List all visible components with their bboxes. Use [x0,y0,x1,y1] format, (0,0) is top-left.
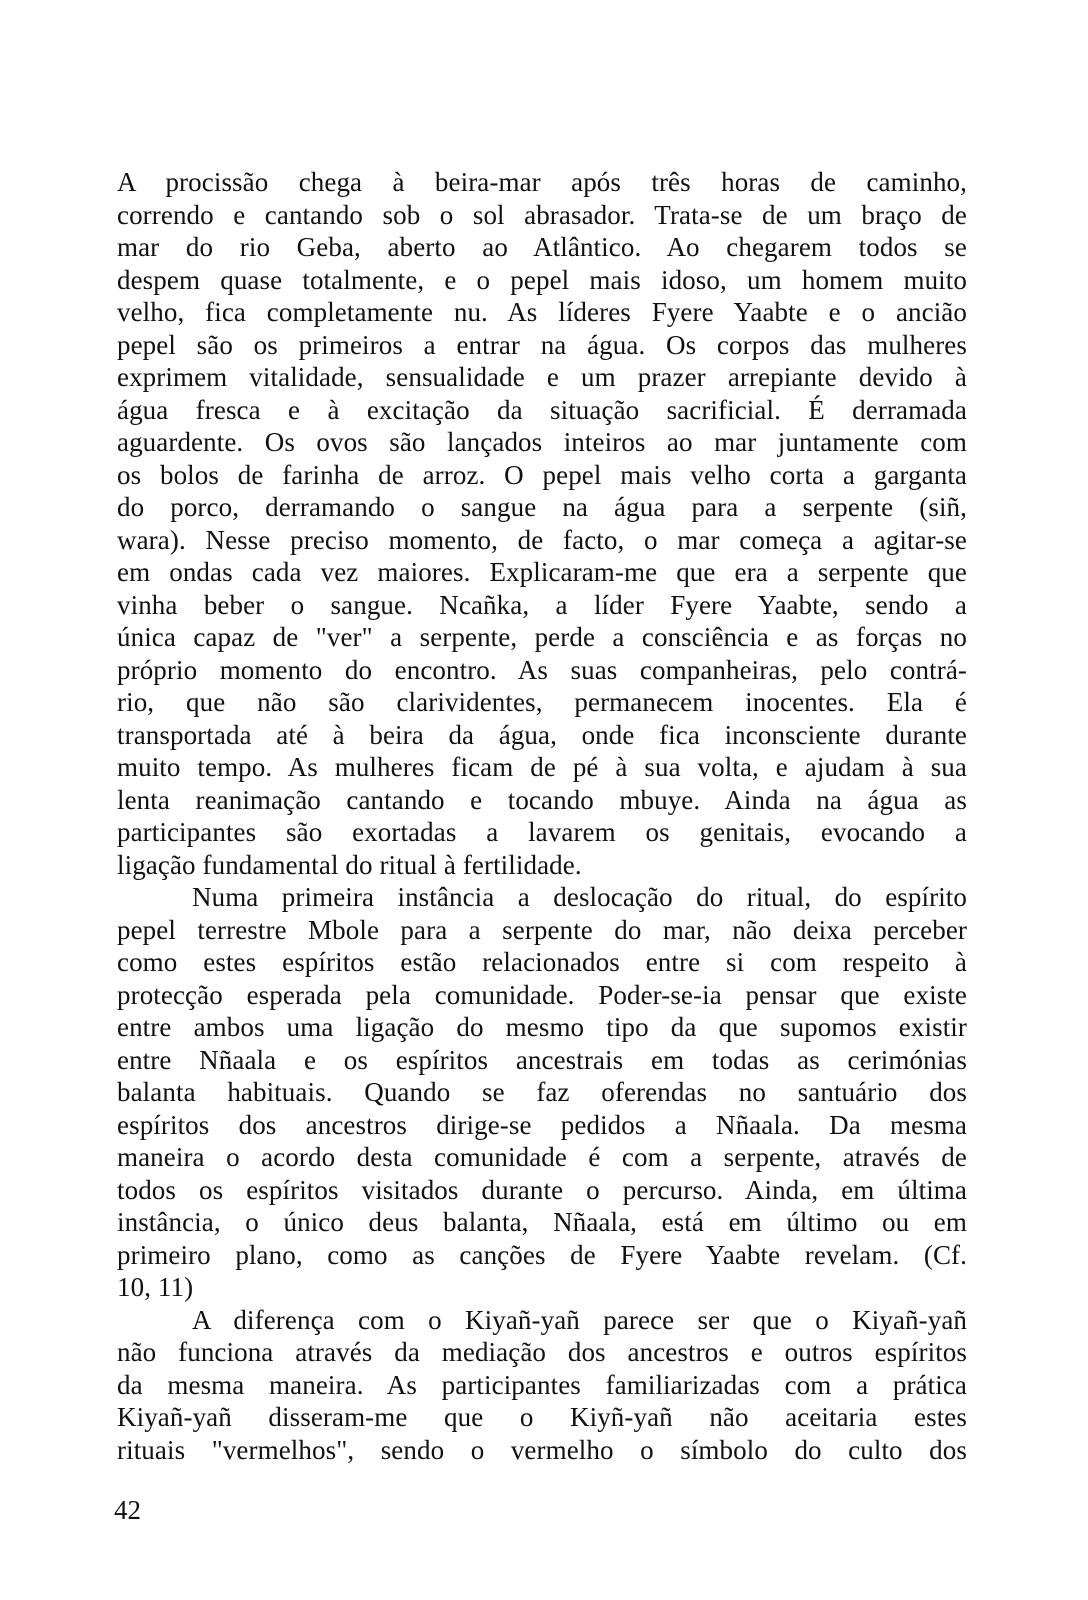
text-line: participantes são exortadas a lavarem os genitais, evocando a [117,817,967,847]
text-line: rituais "vermelhos", sendo o vermelho o símbolo do culto dos [117,1434,967,1465]
text-line: rio, que não são clarividentes, permanecem inocentes. Ela é [117,687,967,717]
text-line: água fresca e à excitação da situação sacrificial. É derramada [117,394,967,425]
text-line: A procissão chega à beira-mar após três horas de caminho, [117,167,967,197]
text-line: lenta reanimação cantando e tocando mbuye. Ainda na água as [117,784,967,815]
text-line: única capaz de "ver" a serpente, perde a consciência e as forças no [117,622,967,652]
text-line: maneira o acordo desta comunidade é com a serpente, através de [117,1142,967,1172]
text-line: em ondas cada vez maiores. Explicaram-me que era a serpente que [117,557,967,587]
text-line: como estes espíritos estão relacionados entre si com respeito à [117,947,967,977]
text-line: correndo e cantando sob o sol abrasador. Trata-se de um braço de [117,199,967,230]
text-line: transportada até à beira da água, onde fica inconsciente durante [117,719,967,750]
text-line: do porco, derramando o sangue na água para a serpente (siñ, [117,492,967,522]
text-line: despem quase totalmente, e o pepel mais idoso, um homem muito [117,264,967,295]
text-line: próprio momento do encontro. As suas companheiras, pelo contrá- [117,654,967,685]
paragraph-end-line: ligação fundamental do ritual à fertilidade. [117,849,582,880]
text-line: vinha beber o sangue. Ncañka, a líder Fyere Yaabte, sendo a [117,589,967,620]
text-line: pepel são os primeiros a entrar na água. Os corpos das mulheres [117,329,967,360]
text-line: pepel terrestre Mbole para a serpente do mar, não deixa perceber [117,914,967,945]
text-line: wara). Nesse preciso momento, de facto, o mar começa a agitar-se [117,524,967,555]
text-line: instância, o único deus balanta, Nñaala, está em último ou em [117,1207,967,1237]
text-line: muito tempo. As mulheres ficam de pé à sua volta, e ajudam à sua [117,752,967,782]
page-number: 42 [114,1495,141,1525]
body-text [117,166,967,1466]
text-line: espíritos dos ancestros dirige-se pedidos a Nñaala. Da mesma [117,1109,967,1140]
text-line: entre Nñaala e os espíritos ancestrais em todas as cerimónias [117,1044,967,1075]
text-line: velho, fica completamente nu. As líderes Fyere Yaabte e o ancião [117,297,967,327]
text-line: não funciona através da mediação dos ancestros e outros espíritos [117,1337,967,1367]
text-line: entre ambos uma ligação do mesmo tipo da que supomos existir [117,1012,967,1042]
text-line: todos os espíritos visitados durante o percurso. Ainda, em última [117,1174,967,1205]
text-line: da mesma maneira. As participantes familiarizadas com a prática [117,1369,967,1400]
text-line: protecção esperada pela comunidade. Poder-se-ia pensar que existe [117,979,967,1010]
text-line: os bolos de farinha de arroz. O pepel mais velho corta a garganta [117,459,967,490]
text-line: balanta habituais. Quando se faz oferendas no santuário dos [117,1077,967,1107]
text-line: exprimem vitalidade, sensualidade e um prazer arrepiante devido à [117,362,967,392]
text-line: mar do rio Geba, aberto ao Atlântico. Ao chegarem todos se [117,232,967,262]
paragraph-end-line: 10, 11) [117,1272,194,1302]
paragraph-start-line: Numa primeira instância a deslocação do ritual, do espírito [192,882,967,912]
text-line: primeiro plano, como as canções de Fyere Yaabte revelam. (Cf. [117,1239,967,1270]
paragraph-start-line: A diferença com o Kiyañ-yañ parece ser que o Kiyañ-yañ [192,1304,967,1335]
text-line: Kiyañ-yañ disseram-me que o Kiyñ-yañ não aceitaria estes [117,1402,967,1432]
text-line: aguardente. Os ovos são lançados inteiros ao mar juntamente com [117,427,967,457]
